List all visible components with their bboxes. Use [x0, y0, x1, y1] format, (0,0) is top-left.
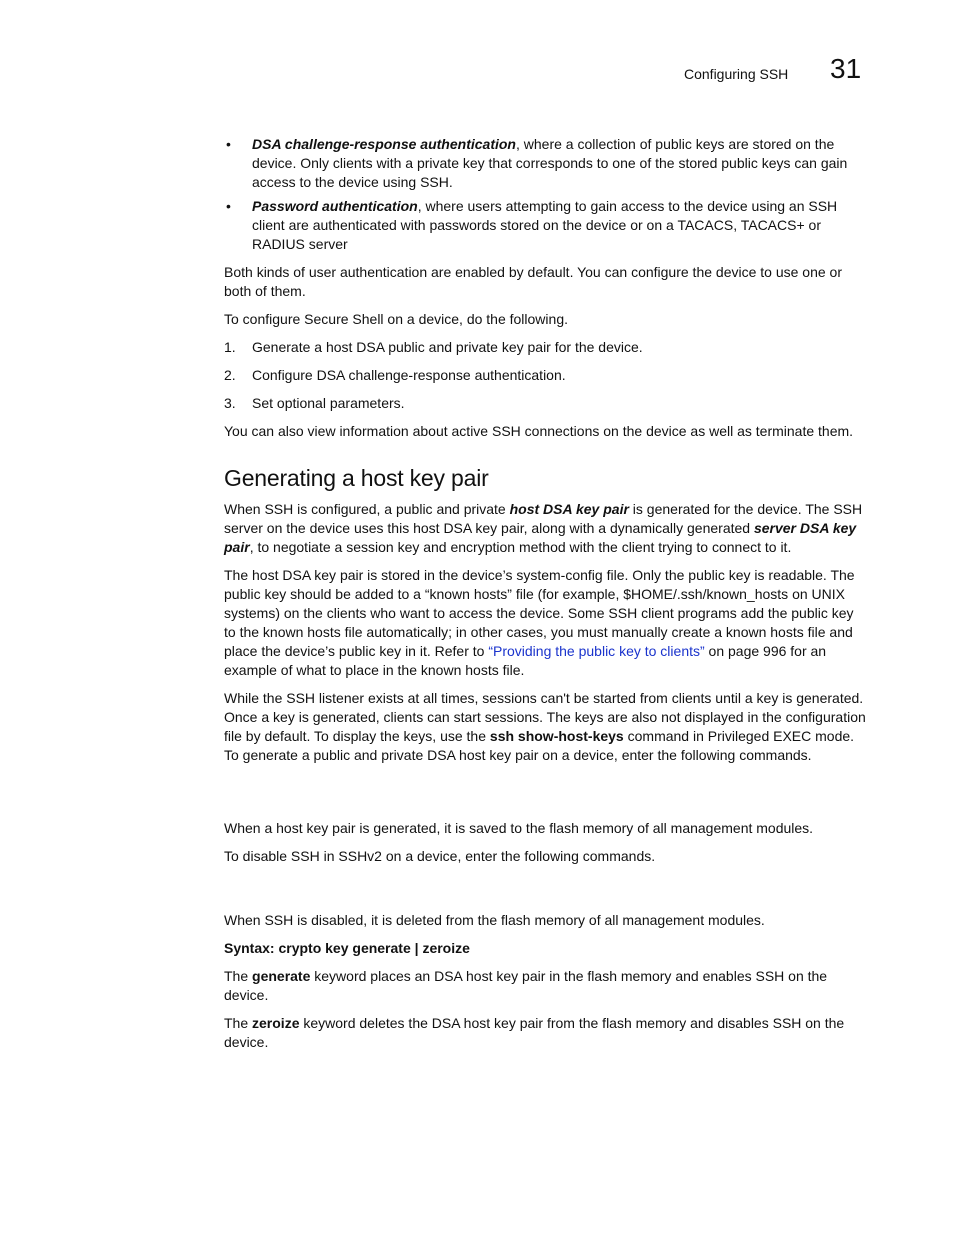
paragraph — [224, 500, 869, 557]
step-item — [224, 394, 869, 413]
text-run: keyword places an DSA host key pair in the flash memory and enables SSH on the device. — [224, 968, 828, 1003]
text-run: The host DSA key pair is stored in the device’s system-config file. Only the public key is readable. The public key should be added to a “known hosts” file (for example, $HOME/.ssh/known_hosts on UNIX systems) on the clients who want to access the device. Some SSH client programs add the public key to the known hosts file automatically; in other cases, you must manually create a known hosts file and place the device’s public key in it. Refer to — [224, 567, 855, 659]
text-run: command in Privileged EXEC mode. To generate a public and private DSA host key pair on a device, enter the following commands. — [224, 728, 855, 763]
step-item — [224, 338, 869, 357]
step-number: 2. — [224, 367, 236, 383]
paragraph: When a host key pair is generated, it is saved to the flash memory of all management modules. — [224, 820, 814, 836]
bullet-item — [224, 197, 869, 254]
step-number: 1. — [224, 339, 236, 355]
chapter-number: 31 — [830, 53, 862, 84]
command-name: ssh show-host-keys — [489, 728, 624, 744]
paragraph — [224, 566, 869, 680]
spacer — [224, 774, 869, 819]
keyword: zeroize — [252, 1015, 300, 1031]
paragraph — [224, 1014, 869, 1052]
syntax-line: Syntax: crypto key generate | zeroize — [224, 940, 470, 956]
spacer — [224, 875, 869, 911]
text-run: When SSH is configured, a public and private — [224, 501, 510, 517]
bullet-text: , where a collection of public keys are stored on the device. Only clients with a private key that corresponds to one of the stored public keys can gain access to the device using SSH. — [252, 136, 848, 190]
bullet-term: Password authentication — [252, 198, 418, 214]
keyword: generate — [252, 968, 311, 984]
text-run: keyword deletes the DSA host key pair from the flash memory and disables SSH on the device. — [224, 1015, 845, 1050]
paragraph — [224, 689, 869, 765]
step-number: 3. — [224, 395, 236, 411]
text-run: is generated for the device. The SSH server on the device uses this host DSA key pair, along with a dynamically generated — [224, 501, 863, 536]
bullet-icon: • — [226, 136, 231, 152]
running-header-section: Configuring SSH — [684, 66, 789, 82]
step-text: Set optional parameters. — [252, 395, 405, 411]
cross-reference-link[interactable]: “Providing the public key to clients” — [488, 643, 705, 659]
term-emphasis: host DSA key pair — [509, 501, 629, 517]
term-emphasis: server DSA key pair — [224, 520, 857, 555]
text-run: on page 996 for an example of what to place in the known hosts file. — [224, 643, 827, 678]
step-text: Configure DSA challenge-response authentication. — [252, 367, 566, 383]
text-run: The — [224, 968, 253, 984]
paragraph: Both kinds of user authentication are enabled by default. You can configure the device to use one or both of them. — [224, 264, 842, 299]
text-run: While the SSH listener exists at all times, sessions can't be started from clients until a key is generated. Once a key is generated, clients can start sessions. The keys are also not displayed in the configuration file by default. To display the keys, use the — [224, 690, 866, 744]
step-text: Generate a host DSA public and private key pair for the device. — [252, 339, 643, 355]
bullet-text: , where users attempting to gain access to the device using an SSH client are authenticated with passwords stored on the device or on a TACACS, TACACS+ or RADIUS server — [252, 198, 838, 252]
paragraph: When SSH is disabled, it is deleted from the flash memory of all management modules. — [224, 912, 765, 928]
section-heading: Generating a host key pair — [224, 465, 489, 491]
bullet-item — [224, 135, 869, 192]
bullet-icon: • — [226, 198, 231, 214]
text-run: , to negotiate a session key and encryption method with the client trying to connect to it. — [249, 539, 792, 555]
paragraph: To configure Secure Shell on a device, do the following. — [224, 311, 568, 327]
paragraph: To disable SSH in SSHv2 on a device, enter the following commands. — [224, 848, 656, 864]
paragraph: You can also view information about active SSH connections on the device as well as terminate them. — [224, 423, 854, 439]
page-body — [224, 135, 869, 1061]
text-run: The — [224, 1015, 253, 1031]
step-item — [224, 366, 869, 385]
paragraph — [224, 967, 869, 1005]
bullet-term: DSA challenge-response authentication — [252, 136, 516, 152]
